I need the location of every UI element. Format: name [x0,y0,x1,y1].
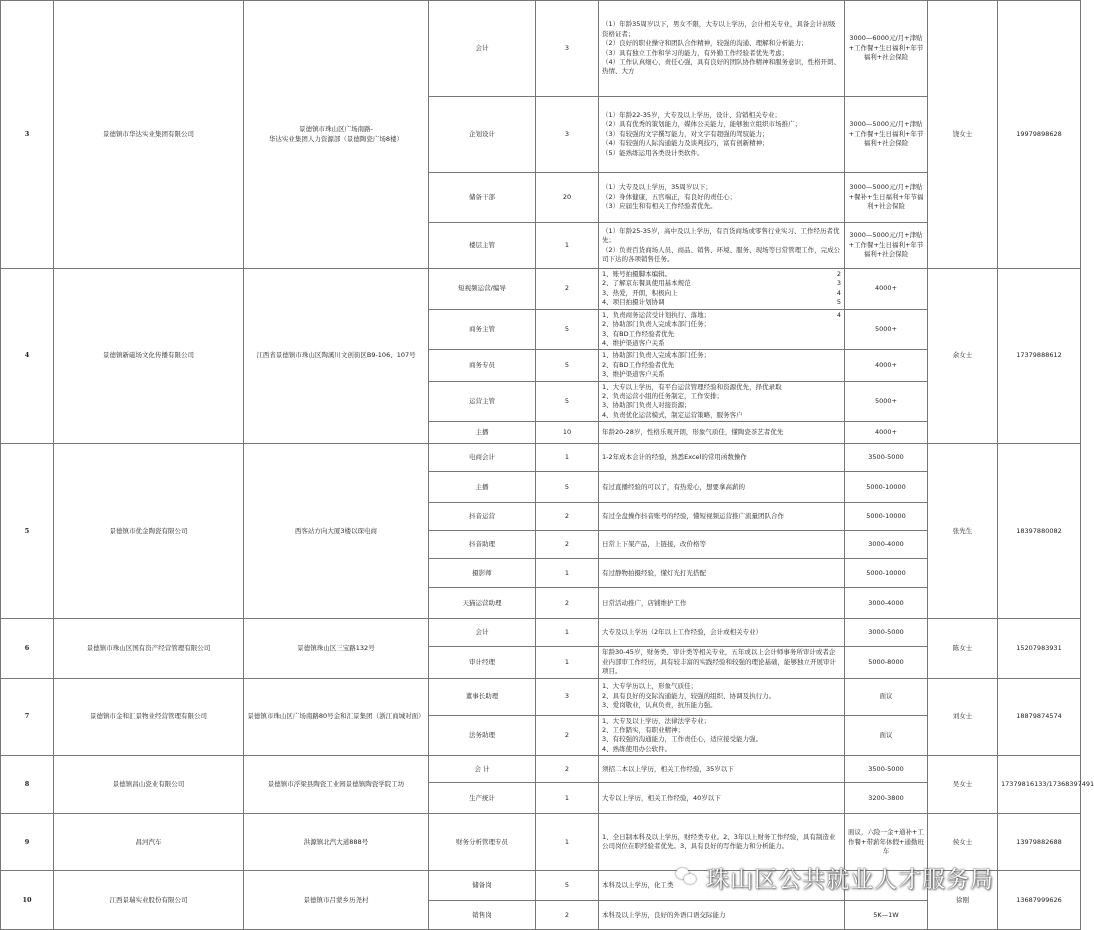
job-title: 主播 [429,472,536,503]
job-count: 1 [536,647,599,678]
requirement-side-numbers: 4 [836,310,841,319]
job-salary: 面议，六险一金+通补+工作餐+带薪年休假+通勤班车 [845,814,928,871]
requirement-text: 日常活动推广，店铺维护工作 [602,598,687,607]
company-address: 景德镇市珠山区广场南路- 华达实业集团人力资源部（景德陶瓷广场8楼） [244,1,429,269]
requirement-text: 大专以上学历，相关工作经验，40岁以下 [602,793,721,802]
job-title: 抖音运营 [429,503,536,531]
job-count: 1 [536,223,599,269]
job-requirements [599,531,845,559]
job-count: 20 [536,173,599,223]
contact-person: 徐刚 [928,871,998,930]
company-address: 江西省景德镇市珠山区陶溪川文创街区B9-106、107号 [244,269,429,444]
job-requirements [599,381,845,422]
job-requirements [599,309,845,350]
job-salary: 5000-10000 [845,503,928,531]
contact-phone: 18397880082 [998,444,1081,619]
company-name: 景德镇市优金陶瓷有限公司 [54,444,244,619]
contact-person: 余女士 [928,269,998,444]
requirement-text: 1、大专以上学历，有平台运营管理经验和资源优先，择优录取 2、负责运营小组的任务制定，工作安排； 3、协助部门负责人对接资源； 4、负责优化运营模式，制定运营策略，服务客户 [602,382,782,419]
job-title: 摄影师 [429,559,536,588]
job-title: 天猫运营助理 [429,588,536,619]
job-count: 1 [536,559,599,588]
company-address: 景德镇市珠山区广场南路80号金和汇景集团（浙江商城对面） [244,678,429,756]
contact-phone: 18879874574 [998,678,1081,756]
contact-person: 陈女士 [928,619,998,678]
job-title: 储备干部 [429,173,536,223]
row-number: 3 [1,1,54,269]
company-address: 西客站方向大厦3楼以琛电商 [244,444,429,619]
job-salary: 5K—1W [845,901,928,930]
row-number: 7 [1,678,54,756]
job-salary: 3000—5000元/月+津贴+工作餐+生日福利+年节福利+社会保险 [845,223,928,269]
job-requirements [599,901,845,930]
contact-phone: 17379888612 [998,269,1081,444]
company-name: 景德镇昌山瓷业有限公司 [54,756,244,814]
job-title: 抖音助理 [429,531,536,559]
contact-person: 饶女士 [928,1,998,269]
job-requirements [599,503,845,531]
job-count: 5 [536,381,599,422]
job-requirements [599,1,845,97]
job-title: 会计 [429,619,536,647]
requirement-text: 1、全日制本科及以上学历，财经类专业。2、3年以上财务工作经验，具有制造业公司岗位在职经验者优先。3、具有良好的写作能力和分析能力。 [602,832,836,851]
job-requirements [599,422,845,444]
table-row [1,678,1081,715]
job-count: 1 [536,814,599,871]
job-title: 电商会计 [429,444,536,472]
requirement-text: 须招二本以上学历，相关工作经验，35岁以下 [602,764,734,773]
job-salary: 3000-5000 [845,619,928,647]
job-salary: 3500-5000 [845,756,928,783]
company-address: 景德镇市浮梁县陶瓷工业园景德镇陶瓷学院工坊 [244,756,429,814]
requirement-text: （1）年龄35周岁以下，男女不限，大专以上学历，会计相关专业，具备会计初级资格证者； （2）良好的职业操守和团队合作精神，较强的沟通、理解和分析能力； （3）具有独立工作和学习的能力，有外勤工作经验者优先考虑； （4）工作认真细心，责任心强，具有良好的团队协作精神和服务意识，性格开朗、热情、大方 [602,20,841,76]
job-count: 2 [536,269,599,310]
table-row [1,619,1081,647]
job-count: 2 [536,901,599,930]
job-requirements [599,559,845,588]
company-address: 洪源镇北汽大道888号 [244,814,429,871]
job-salary: 5000-8000 [845,647,928,678]
job-title: 主播 [429,422,536,444]
job-salary: 3000—6000元/月+津贴+工作餐+生日福利+年节福利+社会保险 [845,1,928,97]
requirement-text: （1）大专及以上学历，35周岁以下； （2）身体健康，五官端正，有良好的责任心； （3）应届生和有相关工作经验者优先。 [602,183,737,211]
table-row [1,1,1081,97]
contact-person: 刘女士 [928,678,998,756]
company-name: 景德镇新磁场文化传播有限公司 [54,269,244,444]
table-row [1,269,1081,310]
job-title: 企划设计 [429,97,536,173]
job-requirements [599,783,845,814]
contact-person: 张先生 [928,444,998,619]
watermark-text: 珠山区公共就业人才服务局 [706,866,994,893]
requirement-side-numbers: 2 3 4 5 [836,270,841,307]
job-count: 2 [536,588,599,619]
job-count: 3 [536,678,599,715]
contact-phone: 13687999626 [998,871,1081,930]
requirement-text: 年龄30-45岁，财务类、审计类等相关专业，五年或以上会计师事务所审计或者企业内部审工作经历，具有较丰富的实践经验和较强的理论基础，能够独立开展审计项目。 [602,648,836,676]
job-requirements [599,647,845,678]
job-salary: 3500-5000 [845,444,928,472]
row-number: 9 [1,814,54,871]
job-salary: 3200-3800 [845,783,928,814]
contact-phone: 17379816133/17368397491 [998,756,1081,814]
company-name: 江西景瑞实业股份有限公司 [54,871,244,930]
row-number: 4 [1,269,54,444]
job-count: 1 [536,783,599,814]
job-count: 5 [536,472,599,503]
job-salary: 4000+ [845,422,928,444]
job-title: 会计 [429,1,536,97]
job-title: 生产统计 [429,783,536,814]
company-address: 景德镇市吕蒙乡历尧村 [244,871,429,930]
job-count: 3 [536,1,599,97]
job-salary: 5000+ [845,309,928,350]
job-salary: 5000-10000 [845,559,928,588]
job-title: 销售岗 [429,901,536,930]
job-requirements [599,756,845,783]
job-title: 董事长助理 [429,678,536,715]
job-count: 5 [536,350,599,381]
job-salary: 5000+ [845,381,928,422]
company-name: 景德镇市珠山区国有资产经营管理有限公司 [54,619,244,678]
job-count: 1 [536,619,599,647]
job-requirements [599,444,845,472]
requirement-text: 年龄20-28岁，性格乐观开朗，形象气质佳，懂陶瓷茶艺者优先 [602,428,784,437]
job-requirements [599,678,845,715]
job-count: 2 [536,503,599,531]
requirement-text: （1）年龄25-35岁，高中及以上学历，有百货商场或零售行业实习、工作经历者优先； （2）负责百货商场人员、商品、销售、环境、服务、现场等日常管理工作，完成公司下达的各项销售任务。 [602,226,841,263]
job-title: 商务专员 [429,350,536,381]
job-title: 运营主管 [429,381,536,422]
job-title: 储备岗 [429,871,536,901]
row-number: 10 [1,871,54,930]
requirement-text: 1、负责商务运营受计划执行、落地； 2、协助部门负责人完成本部门任务； 3、有BD工作经验者优先 4、维护渠道客户关系 [602,310,711,347]
job-count: 10 [536,422,599,444]
job-salary: 3000-4000 [845,531,928,559]
requirement-text: （1）年龄22-35岁，大专及以上学历，设计、营销相关专业； （2）具有优秀的策划能力，媒体公关能力，能够独立组织市场推广； （3）有较强的文字撰写能力，对文字有超强的驾驭能力； （4）有较强的人际沟通能力及谈判技巧，富有创新精神； （5）能熟练运用各类设计类软件。 [602,110,802,157]
requirement-text: 有过静物拍摄经验，懂灯光打光搭配 [602,568,706,577]
job-title: 短视频运营/编导 [429,269,536,310]
job-count: 1 [536,444,599,472]
company-name: 景德镇市华达实业集团有限公司 [54,1,244,269]
table-row [1,444,1081,472]
row-number: 6 [1,619,54,678]
row-number: 8 [1,756,54,814]
watermark [676,862,994,892]
job-requirements [599,715,845,756]
job-requirements [599,619,845,647]
job-count: 5 [536,309,599,350]
requirement-text: 1、账号拍摄脚本编辑。 2、了解京东餐具使用基本规范 3、热爱，开朗，积极向上 4、项目拍摄计划协调 [602,270,691,307]
contact-phone: 13979882688 [998,814,1081,871]
requirement-text: 有过直播经验的可以了，有热爱心，想要拿高薪的 [602,482,745,491]
contact-phone: 19979898628 [998,1,1081,269]
job-requirements [599,223,845,269]
requirement-text: 1、大专及以上学历，法律法学专业； 2、工作踏实，有职业精神； 3、有较强的沟通能力，工作责任心，适应接受能力强。 4、熟练使用办公软件。 [602,716,763,753]
job-salary: 4000+ [845,350,928,381]
job-requirements [599,269,845,310]
job-salary: 5000-10000 [845,472,928,503]
requirement-text: 1、大专学历以上，形象气质佳； 2、具有良好的交际沟通能力，较强的组织、协调及执行力。 3、爱岗敬业，认真负责，抗压能力强。 [602,682,776,710]
job-requirements [599,350,845,381]
wechat-icon [676,868,698,886]
job-count: 5 [536,871,599,901]
requirement-text: 1、协助部门负责人完成本部门任务； 2、有BD工作经验者优先 3、维护渠道客户关系 [602,351,711,379]
contact-person: 侯女士 [928,814,998,871]
job-salary: 面议 [845,715,928,756]
job-salary: 3000-4000 [845,588,928,619]
job-salary: 面议 [845,678,928,715]
row-number: 5 [1,444,54,619]
job-salary: 3000—5000元/月+津贴+餐补+生日福利+年节福利+社会保险 [845,173,928,223]
job-title: 审计经理 [429,647,536,678]
job-salary: 3000—5000元/月+津贴+工作餐+生日福利+年节福利+社会保险 [845,97,928,173]
requirement-text: 有过全盘操作抖音账号的经验，懂短视频运营推广流量团队合作 [602,512,784,521]
job-title: 财务分析管理专员 [429,814,536,871]
requirement-text: 本科及以上学历，化工类 [602,881,674,890]
job-title: 会 计 [429,756,536,783]
job-count: 2 [536,756,599,783]
job-title: 商务主管 [429,309,536,350]
requirement-text: 本科及以上学历，良好的外语口语交际能力 [602,910,726,919]
job-requirements [599,173,845,223]
requirement-text: 大专及以上学历（2年以上工作经验，会计或相关专业） [602,628,763,637]
job-title: 楼层主管 [429,223,536,269]
job-count: 2 [536,715,599,756]
requirement-text: 日常上下架产品，上链接，改价格等 [602,540,706,549]
job-salary: 4000+ [845,269,928,310]
company-name: 景德镇市金和汇景物业经营管理有限公司 [54,678,244,756]
requirement-text: 1-2年成本会计的经验，熟悉Excel的常用函数操作 [602,453,747,462]
job-title: 法务助理 [429,715,536,756]
job-count: 2 [536,531,599,559]
job-requirements [599,472,845,503]
company-address: 景德镇珠山区三宝路132号 [244,619,429,678]
contact-person: 吴女士 [928,756,998,814]
job-requirements [599,97,845,173]
company-name: 昌河汽车 [54,814,244,871]
job-requirements [599,588,845,619]
contact-phone: 15207983931 [998,619,1081,678]
job-count: 3 [536,97,599,173]
table-row [1,756,1081,783]
